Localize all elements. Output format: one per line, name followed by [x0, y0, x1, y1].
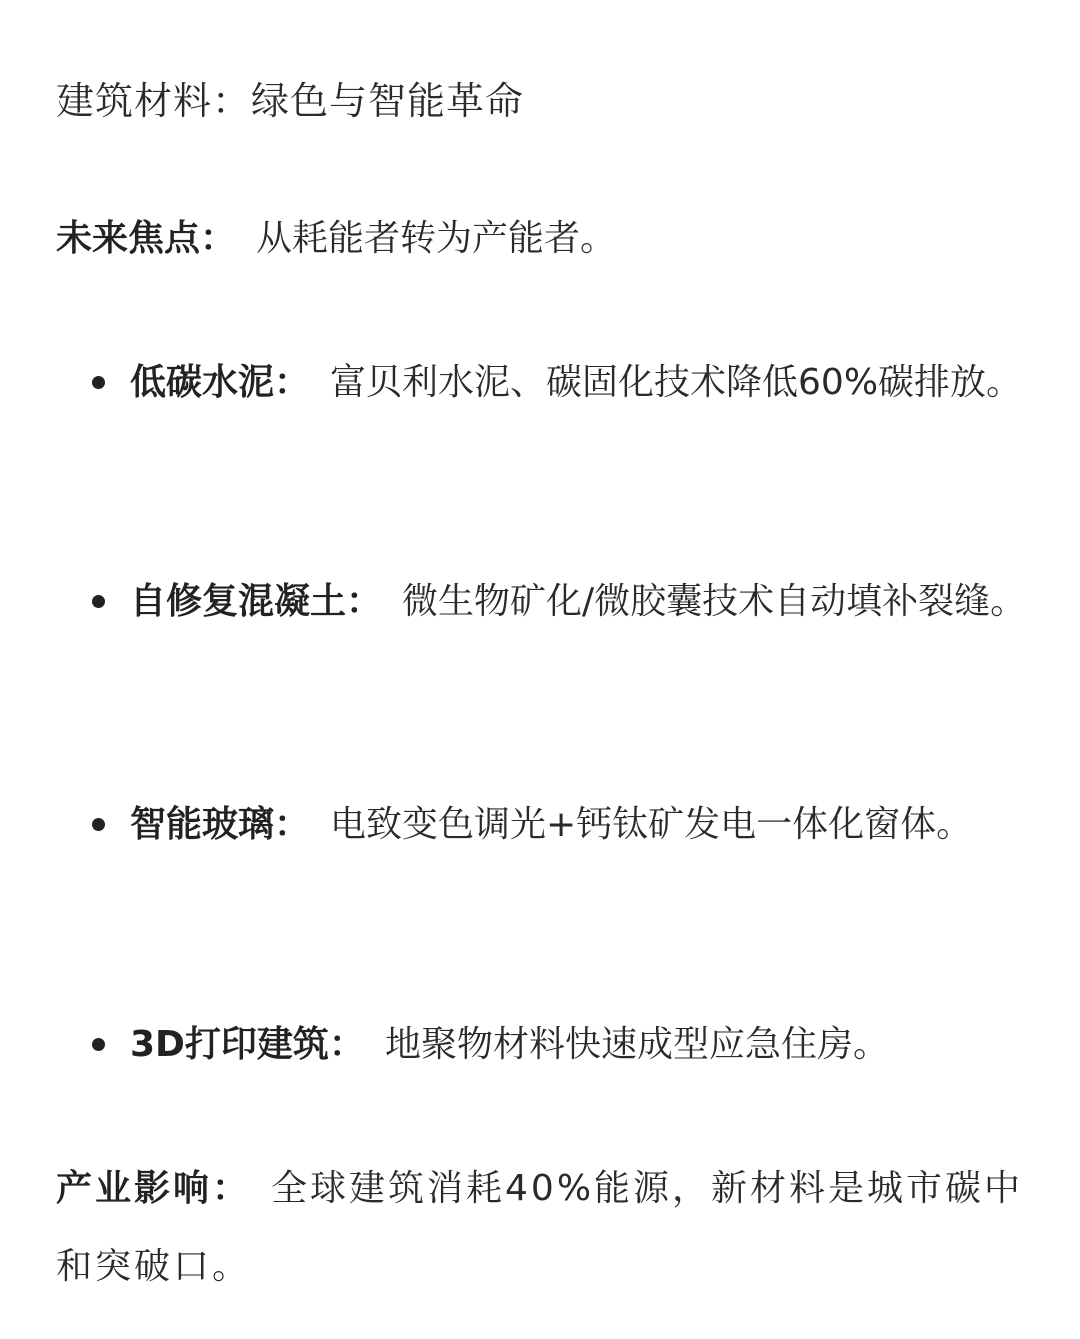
bullet-label: 智能玻璃：	[130, 804, 311, 845]
article-title: 建筑材料：绿色与智能革命	[56, 79, 525, 123]
bullet-item-3d-printed-building	[130, 1006, 1030, 1084]
bullet-text: 微生物矿化/微胶囊技术自动填补裂缝。	[402, 581, 1027, 622]
bullet-dot-icon	[92, 1038, 105, 1051]
bullet-label: 3D打印建筑：	[130, 1024, 365, 1065]
industry-impact-text: 全球建筑消耗40%能源，新材料是城市碳中和突破口。	[56, 1168, 1024, 1287]
bullet-dot-icon	[92, 818, 105, 831]
future-focus-label: 未来焦点：	[56, 218, 237, 259]
bullet-dot-icon	[92, 595, 105, 608]
bullet-text: 富贝利水泥、碳固化技术降低60%碳排放。	[330, 362, 1023, 403]
bullet-text: 电致变色调光+钙钛矿发电一体化窗体。	[330, 804, 973, 845]
future-focus-text: 从耗能者转为产能者。	[256, 218, 617, 259]
bullet-item-self-healing-concrete	[130, 563, 1030, 641]
bullet-label: 低碳水泥：	[130, 362, 311, 403]
bullet-label: 自修复混凝土：	[130, 581, 383, 622]
bullet-item-smart-glass	[130, 786, 1030, 864]
future-focus-paragraph	[56, 200, 1036, 278]
industry-impact-paragraph	[56, 1150, 1036, 1306]
bullet-dot-icon	[92, 376, 105, 389]
bullet-item-low-carbon-cement	[130, 344, 1030, 422]
bullet-text: 地聚物材料快速成型应急住房。	[384, 1024, 889, 1065]
industry-impact-label: 产业影响：	[56, 1168, 252, 1209]
